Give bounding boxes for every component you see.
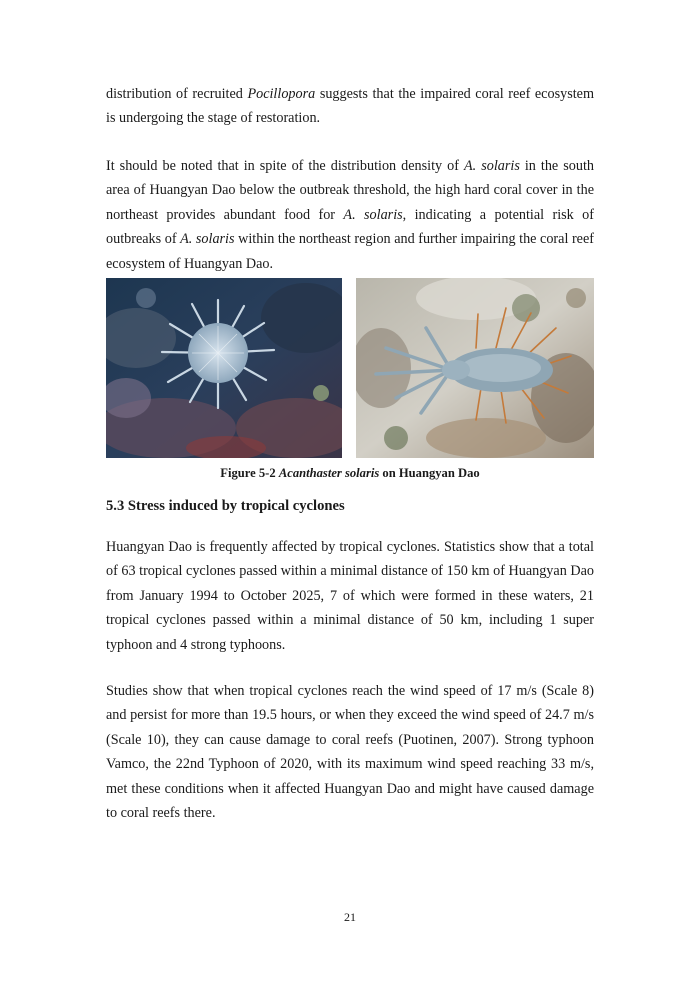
starfish-photo-right-image xyxy=(356,278,594,458)
page-number: 21 xyxy=(344,910,356,924)
paragraph-cyclone-statistics: Huangyan Dao is frequently affected by tropical cyclones. Statistics show that a total of 63 tropical cyclones passed within a minimal distance of 150 km of Huangyan Dao from January 1994 to October 2025, 7 of which were formed in these waters, 21 tropical cyclones passed within a minimal distance of 50 km, including 1 super typhoon and 4 strong typhoons. xyxy=(106,539,594,653)
paragraph-outbreak-risk xyxy=(106,154,594,276)
section-heading: 5.3 Stress induced by tropical cyclones xyxy=(106,498,345,514)
text-run: distribution of recruited xyxy=(106,86,248,102)
figure-label: Figure 5-2 xyxy=(220,466,279,480)
species-name: A. solaris xyxy=(463,158,520,174)
text-run: , indicating a potential risk of outbreaks of xyxy=(106,206,594,248)
species-name: A. solaris xyxy=(180,231,235,248)
text-run: It should be noted that in spite of the distribution density of xyxy=(106,158,464,174)
species-name: A. solaris xyxy=(343,206,403,223)
figure-caption xyxy=(106,464,594,482)
starfish-photo-left-image xyxy=(106,278,342,458)
text-run: suggests that the impaired coral reef ecosystem is undergoing the stage of restoration. xyxy=(106,86,594,127)
figure-species: Acanthaster solaris xyxy=(278,466,380,480)
paragraph-restoration xyxy=(106,82,594,131)
starfish-photo-left xyxy=(106,278,342,458)
species-name: Pocillopora xyxy=(247,86,316,102)
paragraph-cyclone-damage: Studies show that when tropical cyclones reach the wind speed of 17 m/s (Scale 8) and persist for more than 19.5 hours, or when they exceed the wind speed of 24.7 m/s (Scale 10), they can cause damage to coral reefs (Puotinen, 2007). Strong typhoon Vamco, the 22nd Typhoon of 2020, with its maximum wind speed reaching 33 m/s, met these conditions when it affected Huangyan Dao and might have caused damage to coral reefs there. xyxy=(106,683,594,822)
text-run: in the south area of Huangyan Dao below the outbreak threshold, the high hard coral cover in the northeast provides abundant food for xyxy=(106,158,594,223)
figure-suffix: on Huangyan Dao xyxy=(379,466,480,480)
starfish-photo-right xyxy=(356,278,594,458)
text-run: within the northeast region and further impairing the coral reef ecosystem of Huangyan Dao. xyxy=(106,231,594,272)
